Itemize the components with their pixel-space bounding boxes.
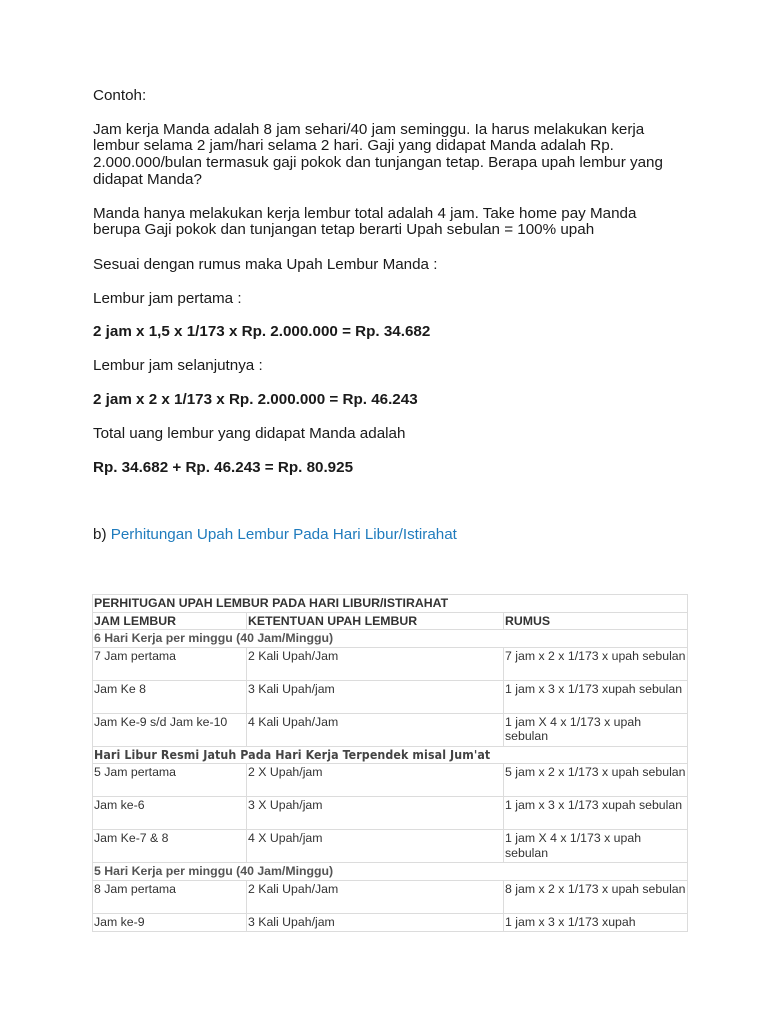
table-cell: 3 X Upah/jam	[247, 797, 504, 830]
paragraph-line: Manda hanya melakukan kerja lembur total adalah 4 jam. Take home pay Manda	[93, 205, 637, 222]
table-cell: Jam Ke-9 s/d Jam ke-10	[93, 713, 247, 746]
paragraph-line: 2.000.000/bulan termasuk gaji pokok dan tunjangan tetap. Berapa upah lembur yang	[93, 154, 663, 171]
section-title: 5 Hari Kerja per minggu (40 Jam/Minggu)	[93, 863, 688, 881]
table-row	[93, 764, 688, 797]
section-title: Hari Libur Resmi Jatuh Pada Hari Kerja Terpendek misal Jum'at	[93, 746, 688, 764]
formula-next-hours: 2 jam x 2 x 1/173 x Rp. 2.000.000 = Rp. 46.243	[93, 391, 418, 408]
table-cell: 2 X Upah/jam	[247, 764, 504, 797]
table-cell: Jam Ke 8	[93, 680, 247, 713]
table-cell: 8 jam x 2 x 1/173 x upah sebulan	[504, 880, 688, 913]
table-cell: 4 Kali Upah/Jam	[247, 713, 504, 746]
table-cell: Jam Ke-7 & 8	[93, 830, 247, 863]
paragraph-line: Sesuai dengan rumus maka Upah Lembur Manda :	[93, 256, 438, 273]
formula-first-hour: 2 jam x 1,5 x 1/173 x Rp. 2.000.000 = Rp. 34.682	[93, 323, 431, 340]
table-row	[93, 713, 688, 746]
column-header: RUMUS	[504, 612, 688, 630]
table-row	[93, 647, 688, 680]
paragraph-line: Lembur jam pertama :	[93, 290, 242, 307]
table-section-row	[93, 746, 688, 764]
section-link[interactable]: Perhitungan Upah Lembur Pada Hari Libur/Istirahat	[110, 526, 457, 543]
table-row	[93, 680, 688, 713]
table-title: PERHITUGAN UPAH LEMBUR PADA HARI LIBUR/ISTIRAHAT	[93, 595, 688, 613]
paragraph-line: Jam kerja Manda adalah 8 jam sehari/40 jam seminggu. Ia harus melakukan kerja	[93, 121, 645, 138]
table-cell: 1 jam x 3 x 1/173 xupah sebulan	[504, 680, 688, 713]
table-cell: Jam ke-9	[93, 913, 247, 931]
table-row	[93, 830, 688, 863]
table-cell: 8 Jam pertama	[93, 880, 247, 913]
table-cell: 5 Jam pertama	[93, 764, 247, 797]
table-cell: 3 Kali Upah/jam	[247, 680, 504, 713]
table-cell: 4 X Upah/jam	[247, 830, 504, 863]
table-section-row	[93, 630, 688, 648]
section-heading	[93, 527, 683, 544]
paragraph-line: Lembur jam selanjutnya :	[93, 357, 263, 374]
table-row	[93, 797, 688, 830]
section-title: 6 Hari Kerja per minggu (40 Jam/Minggu)	[93, 630, 688, 648]
table-cell: 2 Kali Upah/Jam	[247, 880, 504, 913]
table-row	[93, 913, 688, 931]
intro-label: Contoh:	[93, 87, 147, 104]
column-header: KETENTUAN UPAH LEMBUR	[247, 612, 504, 630]
table-cell: 2 Kali Upah/Jam	[247, 647, 504, 680]
table-cell: 3 Kali Upah/jam	[247, 913, 504, 931]
table-cell: 5 jam x 2 x 1/173 x upah sebulan	[504, 764, 688, 797]
overtime-table	[92, 594, 688, 932]
table-cell: 7 jam x 2 x 1/173 x upah sebulan	[504, 647, 688, 680]
paragraph-line: berupa Gaji pokok dan tunjangan tetap berarti Upah sebulan = 100% upah	[93, 221, 595, 238]
table-cell: 1 jam x 3 x 1/173 xupah	[504, 913, 688, 931]
table-cell: Jam ke-6	[93, 797, 247, 830]
formula-total: Rp. 34.682 + Rp. 46.243 = Rp. 80.925	[93, 459, 354, 476]
table-cell: 1 jam X 4 x 1/173 x upah sebulan	[504, 830, 688, 863]
table-cell: 1 jam X 4 x 1/173 x upah sebulan	[504, 713, 688, 746]
column-header: JAM LEMBUR	[93, 612, 247, 630]
paragraph-line: didapat Manda?	[93, 171, 202, 188]
table-section-row	[93, 863, 688, 881]
table-cell: 1 jam x 3 x 1/173 xupah sebulan	[504, 797, 688, 830]
section-prefix: b)	[93, 526, 111, 543]
table-header-row	[93, 612, 688, 630]
paragraph-line: lembur selama 2 jam/hari selama 2 hari. Gaji yang didapat Manda adalah Rp.	[93, 137, 614, 154]
paragraph-line: Total uang lembur yang didapat Manda adalah	[93, 425, 406, 442]
table-row	[93, 880, 688, 913]
table-title-row	[93, 595, 688, 613]
table-cell: 7 Jam pertama	[93, 647, 247, 680]
